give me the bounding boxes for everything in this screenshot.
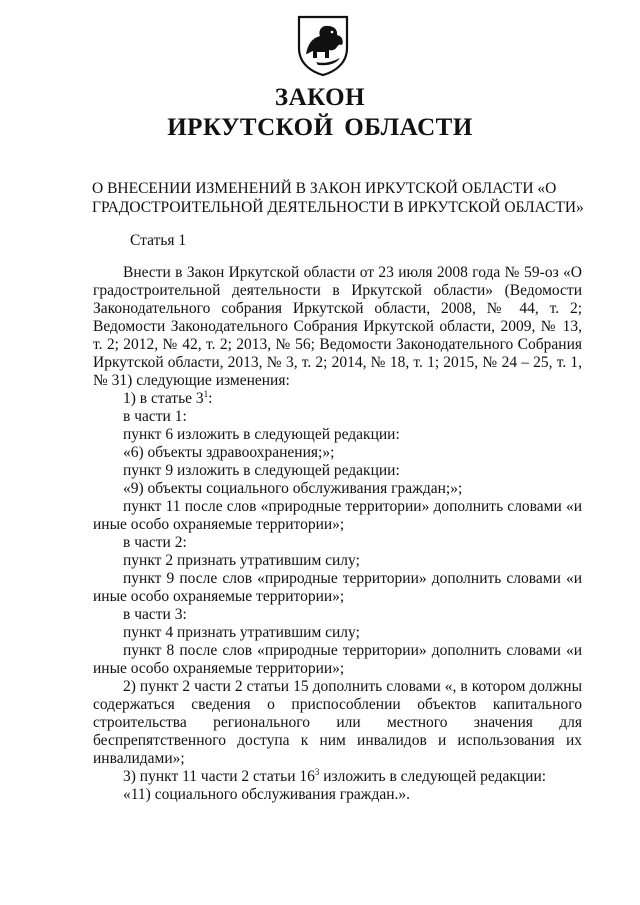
paragraph-line: пункт 6 изложить в следующей редакции: (123, 426, 400, 443)
paragraph-line: пункт 4 признать утратившим силу; (123, 624, 360, 641)
item-3-text: «11) социального обслуживания граждан.». (123, 786, 411, 803)
paragraph-line: пункт 2 признать утратившим силу; (123, 552, 360, 569)
paragraph-line: «9) объекты социального обслуживания граждан;»; (123, 480, 463, 497)
paragraph-line: в части 3: (123, 606, 187, 623)
item-3: 3) пункт 11 части 2 статьи $16^3$ изложить в следующей редакции: (123, 767, 547, 785)
paragraph-line: пункт 8 после слов «природные территории» дополнить словами «и иные особо охраняемые территории»; (93, 642, 582, 677)
paragraph-line: в части 1: (123, 408, 187, 425)
article-heading: Статья 1 (130, 232, 187, 249)
paragraph-line: пункт 9 после слов «природные территории» дополнить словами «и иные особо охраняемые территории»; (93, 570, 582, 605)
paragraph-line: пункт 9 изложить в следующей редакции: (123, 462, 400, 479)
document-type-title: ЗАКОН (274, 84, 366, 111)
intro-paragraph: Внести в Закон Иркутской области от 23 июля 2008 года № 59-оз «О градостроительной деятельности в Иркутской области» (Ведомости Законодательного собрания Иркутской области, 2008, № 44, т. 2; Ведомости Законодательного Собрания Иркутской области, 2009, № 13, т. 2; 2012, № 42, т. 2; 2013, № 56; Ведомости Законодательного Собрания Иркутской области, 2013, № 3, т. 2; 2014, № 18, т. 1; 2015, № 24 – 25, т. 1, № 31) следующие изменения: (93, 264, 582, 389)
paragraph-line: «6) объекты здравоохранения;»; (123, 444, 335, 461)
law-subject: О ВНЕСЕНИИ ИЗМЕНЕНИЙ В ЗАКОН ИРКУТСКОЙ ОБЛАСТИ «О ГРАДОСТРОИТЕЛЬНОЙ ДЕЯТЕЛЬНОСТИ В ИРКУТСКОЙ ОБЛАСТИ» (92, 180, 584, 216)
item-1: 1) в статье $3^1$: (123, 389, 213, 407)
law-body (93, 264, 582, 804)
coat-of-arms-icon (296, 14, 350, 76)
item-2: 2) пункт 2 части 2 статьи 15 дополнить словами «, в котором должны содержаться сведения о приспособлении объектов капитального строительства регионального или местного значения для беспрепятственного доступа к ним инвалидов и использования их инвалидами»; (93, 678, 582, 767)
paragraph-line: в части 2: (123, 534, 187, 551)
issuer-title: ИРКУТСКОЙ ОБЛАСТИ (167, 114, 473, 141)
paragraph-line: пункт 11 после слов «природные территории» дополнить словами «и иные особо охраняемые территории»; (93, 498, 582, 533)
